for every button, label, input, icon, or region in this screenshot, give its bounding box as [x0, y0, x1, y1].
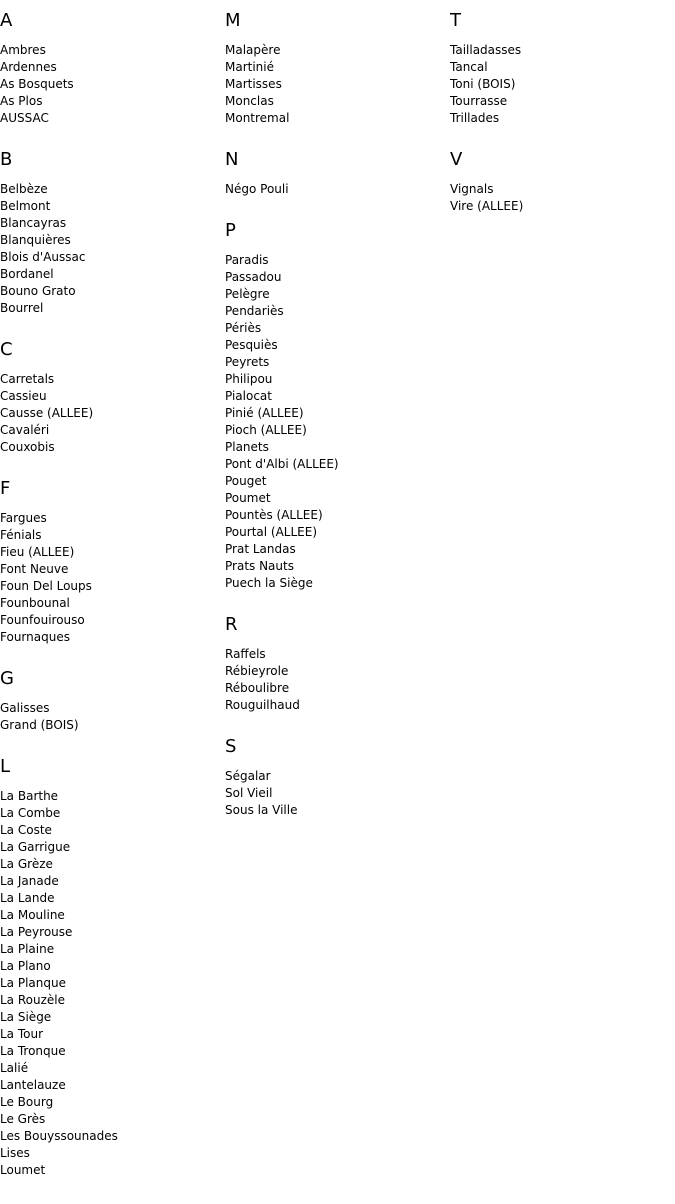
letter-group [225, 220, 450, 592]
place-list [225, 768, 450, 819]
place-link[interactable]: Cassieu [0, 389, 47, 403]
list-item [0, 561, 225, 578]
list-item [0, 93, 225, 110]
list-item [0, 612, 225, 629]
list-item [225, 541, 450, 558]
place-link[interactable]: Belbèze [0, 182, 48, 196]
place-list [0, 371, 225, 456]
list-item [450, 59, 675, 76]
place-link[interactable]: Négo Pouli [225, 182, 289, 196]
place-link[interactable]: As Plos [0, 94, 43, 108]
place-link[interactable]: Blanquières [0, 233, 71, 247]
place-link[interactable]: Prat Landas [225, 542, 296, 556]
list-item [0, 1145, 225, 1162]
place-link[interactable]: Vire (ALLEE) [450, 199, 524, 213]
place-link[interactable]: La Planque [0, 976, 66, 990]
list-item [0, 59, 225, 76]
place-link[interactable]: Toni (BOIS) [450, 77, 516, 91]
letter-heading: P [225, 220, 236, 241]
index-column-3 [450, 10, 675, 237]
place-link[interactable]: Périès [225, 321, 262, 335]
place-link[interactable]: Philipou [225, 372, 273, 386]
list-item [0, 371, 225, 388]
list-item [225, 337, 450, 354]
list-item [225, 354, 450, 371]
list-item [0, 439, 225, 456]
place-link[interactable]: Pourtal (ALLEE) [225, 525, 318, 539]
place-link[interactable]: Pountès (ALLEE) [225, 508, 323, 522]
index-column-1 [0, 10, 225, 1201]
list-item [225, 371, 450, 388]
place-list [450, 42, 675, 127]
list-item [0, 975, 225, 992]
letter-group [0, 668, 225, 734]
letter-group [0, 339, 225, 456]
list-item [0, 873, 225, 890]
place-link[interactable]: La Janade [0, 874, 59, 888]
place-link[interactable]: Ségalar [225, 769, 271, 783]
letter-group [0, 10, 225, 127]
list-item [225, 181, 450, 198]
place-link[interactable]: Foun Del Loups [0, 579, 92, 593]
place-link[interactable]: La Lande [0, 891, 55, 905]
place-link[interactable]: La Garrigue [0, 840, 71, 854]
list-item [0, 941, 225, 958]
letter-heading: G [0, 668, 14, 689]
list-item [0, 405, 225, 422]
place-link[interactable]: As Bosquets [0, 77, 74, 91]
place-link[interactable]: Blancayras [0, 216, 67, 230]
list-item [225, 76, 450, 93]
list-item [225, 768, 450, 785]
list-item [0, 1077, 225, 1094]
place-link[interactable]: Passadou [225, 270, 282, 284]
place-link[interactable]: Monclas [225, 94, 274, 108]
list-item [0, 1111, 225, 1128]
list-item [225, 252, 450, 269]
place-link[interactable]: Causse (ALLEE) [0, 406, 94, 420]
list-item [225, 110, 450, 127]
list-item [0, 578, 225, 595]
place-link[interactable]: La Peyrouse [0, 925, 73, 939]
place-link[interactable]: Lantelauze [0, 1078, 66, 1092]
letter-group [0, 756, 225, 1179]
letter-group [450, 10, 675, 127]
list-item [0, 76, 225, 93]
list-item [0, 805, 225, 822]
list-item [0, 788, 225, 805]
list-item [0, 249, 225, 266]
list-item [225, 802, 450, 819]
list-item [0, 1043, 225, 1060]
list-item [225, 59, 450, 76]
place-link[interactable]: Tourrasse [450, 94, 508, 108]
list-item [225, 490, 450, 507]
place-list [0, 181, 225, 317]
place-link[interactable]: Ambres [0, 43, 46, 57]
list-item [225, 405, 450, 422]
list-item [225, 524, 450, 541]
place-link[interactable]: Font Neuve [0, 562, 69, 576]
letter-heading: L [0, 756, 11, 777]
place-link[interactable]: Sous la Ville [225, 803, 298, 817]
list-item [0, 1128, 225, 1145]
place-link[interactable]: La Grèze [0, 857, 53, 871]
letter-heading: T [450, 10, 461, 31]
place-link[interactable]: Sol Vieil [225, 786, 273, 800]
list-item [0, 1162, 225, 1179]
place-link[interactable]: Bourrel [0, 301, 44, 315]
place-link[interactable]: Malapère [225, 43, 281, 57]
list-item [0, 700, 225, 717]
letter-group [0, 478, 225, 646]
place-link[interactable]: Paradis [225, 253, 269, 267]
place-link[interactable]: Tancal [450, 60, 488, 74]
place-link[interactable]: Bouno Grato [0, 284, 76, 298]
place-link[interactable]: Planets [225, 440, 269, 454]
list-item [450, 42, 675, 59]
place-link[interactable]: La Coste [0, 823, 52, 837]
place-link[interactable]: Trillades [450, 111, 500, 125]
place-list [0, 700, 225, 734]
place-link[interactable]: La Rouzèle [0, 993, 65, 1007]
place-link[interactable]: Martinié [225, 60, 275, 74]
place-link[interactable]: Raffels [225, 647, 266, 661]
list-item [0, 717, 225, 734]
list-item [0, 1009, 225, 1026]
place-link[interactable]: La Barthe [0, 789, 59, 803]
list-item [225, 93, 450, 110]
place-link[interactable]: Martisses [225, 77, 282, 91]
list-item [225, 269, 450, 286]
list-item [0, 1060, 225, 1077]
letter-group [225, 149, 450, 198]
list-item [225, 697, 450, 714]
list-item [225, 42, 450, 59]
letter-heading: V [450, 149, 463, 170]
place-list [0, 510, 225, 646]
list-item [0, 907, 225, 924]
letter-group [450, 149, 675, 215]
place-link[interactable]: AUSSAC [0, 111, 49, 125]
list-item [0, 629, 225, 646]
place-link[interactable]: Pesquiès [225, 338, 278, 352]
place-link[interactable]: Founbounal [0, 596, 70, 610]
place-list [450, 181, 675, 215]
list-item [225, 473, 450, 490]
list-item [0, 839, 225, 856]
place-link[interactable]: Le Bourg [0, 1095, 54, 1109]
place-link[interactable]: Blois d'Aussac [0, 250, 86, 264]
place-link[interactable]: Peyrets [225, 355, 270, 369]
list-item [0, 822, 225, 839]
list-item [450, 198, 675, 215]
place-list [225, 181, 450, 198]
list-item [0, 595, 225, 612]
list-item [225, 646, 450, 663]
letter-group [225, 614, 450, 714]
place-link[interactable]: Grand (BOIS) [0, 718, 79, 732]
list-item [0, 856, 225, 873]
letter-group [225, 736, 450, 819]
place-link[interactable]: La Tour [0, 1027, 44, 1041]
list-item [0, 388, 225, 405]
place-link[interactable]: Le Grès [0, 1112, 46, 1126]
place-link[interactable]: Cavaléri [0, 423, 50, 437]
letter-heading: S [225, 736, 237, 757]
list-item [225, 680, 450, 697]
list-item [0, 215, 225, 232]
list-item [225, 785, 450, 802]
place-link[interactable]: Poumet [225, 491, 271, 505]
place-link[interactable]: Réboulibre [225, 681, 290, 695]
list-item [0, 890, 225, 907]
list-item [225, 422, 450, 439]
place-link[interactable]: La Mouline [0, 908, 65, 922]
list-item [225, 388, 450, 405]
list-item [225, 663, 450, 680]
place-link[interactable]: Couxobis [0, 440, 55, 454]
list-item [0, 958, 225, 975]
letter-heading: C [0, 339, 13, 360]
letter-heading: M [225, 10, 241, 31]
list-item [0, 510, 225, 527]
place-link[interactable]: Tailladasses [450, 43, 522, 57]
place-list [0, 788, 225, 1179]
letter-group [225, 10, 450, 127]
place-link[interactable]: Belmont [0, 199, 51, 213]
list-item [225, 303, 450, 320]
list-item [0, 422, 225, 439]
place-link[interactable]: Puech la Siège [225, 576, 313, 590]
list-item [0, 110, 225, 127]
place-link[interactable]: Pinié (ALLEE) [225, 406, 304, 420]
list-item [450, 76, 675, 93]
place-link[interactable]: Vignals [450, 182, 494, 196]
list-item [0, 1026, 225, 1043]
list-item [0, 283, 225, 300]
letter-heading: A [0, 10, 13, 31]
place-link[interactable]: La Combe [0, 806, 61, 820]
list-item [0, 1094, 225, 1111]
list-item [225, 558, 450, 575]
list-item [0, 198, 225, 215]
place-link[interactable]: Les Bouyssounades [0, 1129, 118, 1143]
place-link[interactable]: Carretals [0, 372, 55, 386]
place-link[interactable]: Loumet [0, 1163, 46, 1177]
list-item [225, 456, 450, 473]
list-item [0, 232, 225, 249]
list-item [225, 575, 450, 592]
list-item [450, 110, 675, 127]
place-link[interactable]: Fargues [0, 511, 47, 525]
place-link[interactable]: Fénials [0, 528, 42, 542]
place-link[interactable]: Bordanel [0, 267, 54, 281]
place-link[interactable]: Lalié [0, 1061, 29, 1075]
list-item [0, 266, 225, 283]
place-link[interactable]: Founfouirouso [0, 613, 85, 627]
list-item [225, 320, 450, 337]
place-link[interactable]: Pioch (ALLEE) [225, 423, 307, 437]
place-link[interactable]: La Plano [0, 959, 51, 973]
letter-heading: B [0, 149, 13, 170]
place-link[interactable]: Lises [0, 1146, 30, 1160]
place-list [0, 42, 225, 127]
letter-heading: N [225, 149, 239, 170]
list-item [450, 93, 675, 110]
list-item [0, 42, 225, 59]
index-column-2 [225, 10, 450, 841]
list-item [0, 300, 225, 317]
list-item [225, 507, 450, 524]
place-link[interactable]: Fournaques [0, 630, 70, 644]
place-link[interactable]: La Tronque [0, 1044, 66, 1058]
list-item [450, 181, 675, 198]
list-item [0, 924, 225, 941]
place-link[interactable]: La Plaine [0, 942, 55, 956]
letter-heading: R [225, 614, 238, 635]
place-list [225, 252, 450, 592]
list-item [0, 992, 225, 1009]
place-link[interactable]: Prats Nauts [225, 559, 294, 573]
place-link[interactable]: Pendariès [225, 304, 284, 318]
place-link[interactable]: Pialocat [225, 389, 272, 403]
place-list [225, 646, 450, 714]
place-link[interactable]: Galisses [0, 701, 50, 715]
list-item [225, 286, 450, 303]
place-link[interactable]: Rébieyrole [225, 664, 289, 678]
place-link[interactable]: Pelègre [225, 287, 270, 301]
list-item [0, 544, 225, 561]
place-link[interactable]: Pont d'Albi (ALLEE) [225, 457, 339, 471]
list-item [0, 181, 225, 198]
place-link[interactable]: Fieu (ALLEE) [0, 545, 75, 559]
place-link[interactable]: Ardennes [0, 60, 57, 74]
place-link[interactable]: Pouget [225, 474, 267, 488]
letter-group [0, 149, 225, 317]
place-link[interactable]: La Siège [0, 1010, 52, 1024]
letter-heading: F [0, 478, 11, 499]
place-list [225, 42, 450, 127]
list-item [225, 439, 450, 456]
list-item [0, 527, 225, 544]
place-link[interactable]: Montremal [225, 111, 290, 125]
place-link[interactable]: Rouguilhaud [225, 698, 300, 712]
